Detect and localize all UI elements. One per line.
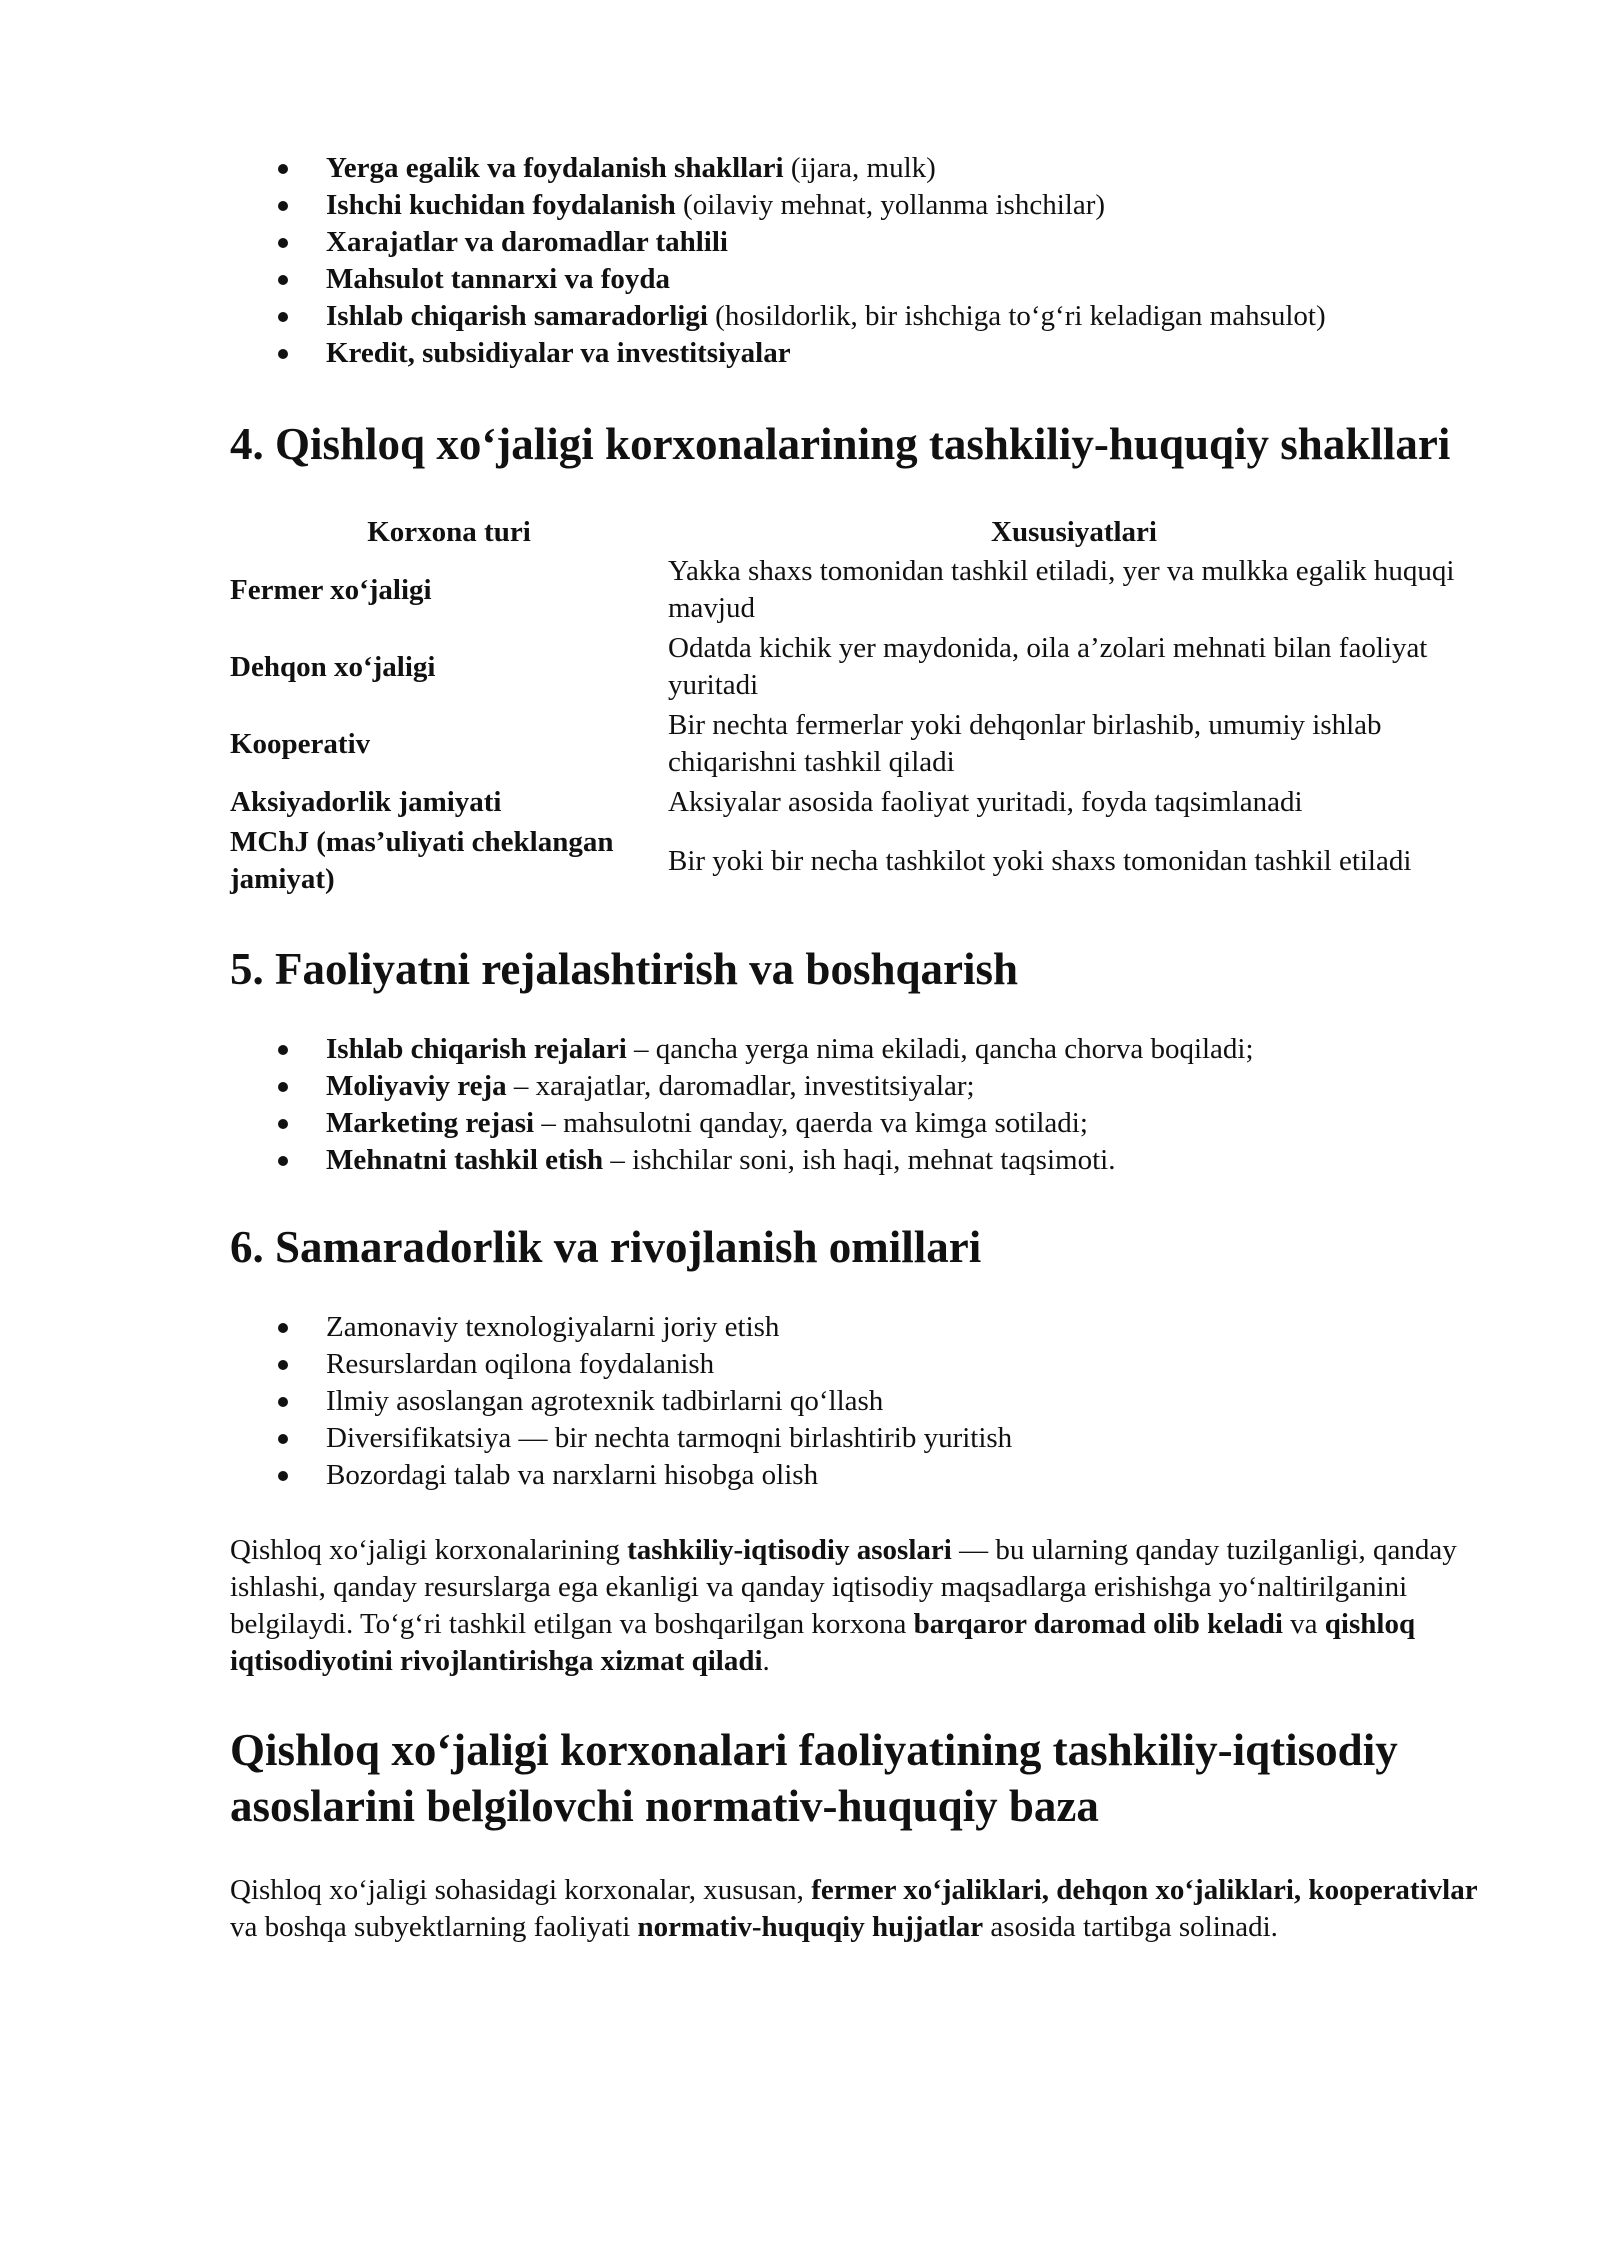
list-item bbox=[326, 1031, 1482, 1068]
list-item-text: – xarajatlar, daromadlar, investitsiyalar; bbox=[506, 1070, 975, 1102]
table-cell-features: Yakka shaxs tomonidan tashkil etiladi, yer va mulkka egalik huquqi mavjud bbox=[668, 555, 1455, 624]
list-item-text: (oilaviy mehnat, yollanma ishchilar) bbox=[675, 189, 1106, 221]
bullet-icon bbox=[278, 1397, 288, 1407]
table-cell-features: Aksiyalar asosida faoliyat yuritadi, foyda taqsimlanadi bbox=[668, 786, 1303, 818]
table-cell-features: Bir yoki bir necha tashkilot yoki shaxs tomonidan tashkil etiladi bbox=[668, 844, 1412, 877]
section-4-heading: 4. Qishloq xo‘jaligi korxonalarining tashkiliy-huquqiy shakllari bbox=[230, 419, 1451, 469]
enterprise-forms-table bbox=[230, 514, 1480, 901]
list-item-text: Bozordagi talab va narxlarni hisobga olish bbox=[326, 1459, 819, 1491]
paragraph-text: . bbox=[762, 1645, 770, 1677]
list-item-text: – qancha yerga nima ekiladi, qancha chorva boqiladi; bbox=[626, 1033, 1254, 1065]
bullet-icon bbox=[278, 275, 288, 285]
paragraph-text: Qishloq xo‘jaligi sohasidagi korxonalar, xususan, bbox=[230, 1874, 812, 1906]
paragraph-bold-text: barqaror daromad olib keladi bbox=[913, 1608, 1283, 1640]
paragraph-bold-text: tashkiliy-iqtisodiy asoslari bbox=[627, 1534, 952, 1566]
list-item bbox=[326, 1346, 1482, 1383]
list-item-text: Zamonaviy texnologiyalarni joriy etish bbox=[326, 1311, 780, 1343]
enterprise-aspects-list bbox=[230, 150, 1482, 372]
bullet-icon bbox=[278, 1471, 288, 1481]
bullet-icon bbox=[278, 1434, 288, 1444]
bullet-icon bbox=[278, 1082, 288, 1092]
paragraph-bold-text: fermer xo‘jaliklari, dehqon xo‘jaliklari, kooperativlar bbox=[811, 1874, 1478, 1906]
legal-basis-paragraph bbox=[230, 1872, 1482, 1946]
conclusion-paragraph bbox=[230, 1532, 1482, 1680]
list-item bbox=[326, 150, 1482, 187]
list-item-text: (hosildorlik, bir ishchiga to‘g‘ri keladigan mahsulot) bbox=[707, 300, 1326, 332]
list-item-term: Mahsulot tannarxi va foyda bbox=[326, 263, 671, 295]
bullet-icon bbox=[278, 1323, 288, 1333]
list-item-term: Kredit, subsidiyalar va investitsiyalar bbox=[326, 337, 791, 369]
list-item-term: Marketing rejasi bbox=[326, 1107, 535, 1139]
table-row bbox=[230, 784, 1480, 824]
paragraph-bold-text: qishloq iqtisodiyotini rivojlantirishga xizmat qiladi bbox=[230, 1608, 1416, 1677]
column-header-features: Xususiyatlari bbox=[991, 516, 1157, 548]
section-5-heading: 5. Faoliyatni rejalashtirish va boshqarish bbox=[230, 944, 1019, 994]
table-cell-type: MChJ (mas’uliyati cheklangan jamiyat) bbox=[230, 826, 614, 895]
list-item bbox=[326, 1142, 1482, 1179]
list-item bbox=[326, 1105, 1482, 1142]
list-item-term: Ishchi kuchidan foydalanish bbox=[326, 189, 676, 221]
paragraph-text: Qishloq xo‘jaligi korxonalarining bbox=[230, 1534, 628, 1566]
bullet-icon bbox=[278, 1119, 288, 1129]
table-cell-features: Bir nechta fermerlar yoki dehqonlar birlashib, umumiy ishlab chiqarishni tashkil qiladi bbox=[668, 709, 1382, 778]
list-item bbox=[326, 1309, 1482, 1346]
list-item bbox=[326, 1383, 1482, 1420]
bullet-icon bbox=[278, 312, 288, 322]
table-row bbox=[230, 824, 1480, 901]
list-item-term: Mehnatni tashkil etish bbox=[326, 1144, 604, 1176]
list-item-term: Moliyaviy reja bbox=[326, 1070, 507, 1102]
list-item-text: Diversifikatsiya — bir nechta tarmoqni birlashtirib yuritish bbox=[326, 1422, 1013, 1454]
list-item bbox=[326, 298, 1482, 335]
table-cell-type: Kooperativ bbox=[230, 727, 371, 760]
bullet-icon bbox=[278, 1360, 288, 1370]
list-item-term: Ishlab chiqarish rejalari bbox=[326, 1033, 627, 1065]
table-cell-type: Fermer xo‘jaligi bbox=[230, 573, 432, 606]
list-item-text: Ilmiy asoslangan agrotexnik tadbirlarni qo‘llash bbox=[326, 1385, 884, 1417]
paragraph-bold-text: normativ-huquqiy hujjatlar bbox=[637, 1911, 984, 1943]
table-row bbox=[230, 707, 1480, 784]
bullet-icon bbox=[278, 1156, 288, 1166]
list-item bbox=[326, 187, 1482, 224]
table-cell-features: Odatda kichik yer maydonida, oila a’zolari mehnati bilan faoliyat yuritadi bbox=[668, 632, 1428, 701]
paragraph-text: va bbox=[1282, 1608, 1325, 1640]
list-item-term: Xarajatlar va daromadlar tahlili bbox=[326, 226, 728, 258]
section-6-heading: 6. Samaradorlik va rivojlanish omillari bbox=[230, 1222, 982, 1272]
list-item-term: Yerga egalik va foydalanish shakllari bbox=[326, 152, 784, 184]
list-item bbox=[326, 1420, 1482, 1457]
list-item bbox=[326, 261, 1482, 298]
bullet-icon bbox=[278, 201, 288, 211]
list-item-term: Ishlab chiqarish samaradorligi bbox=[326, 300, 708, 332]
list-item-text: Resurslardan oqilona foydalanish bbox=[326, 1348, 715, 1380]
efficiency-factors-list bbox=[230, 1309, 1482, 1494]
paragraph-text: asosida tartibga solinadi. bbox=[983, 1911, 1278, 1943]
list-item-text: – mahsulotni qanday, qaerda va kimga sotiladi; bbox=[534, 1107, 1088, 1139]
planning-list bbox=[230, 1031, 1482, 1179]
column-header-type: Korxona turi bbox=[367, 516, 531, 548]
list-item bbox=[326, 1457, 1482, 1494]
list-item-text: – ishchilar soni, ish haqi, mehnat taqsimoti. bbox=[603, 1144, 1116, 1176]
list-item bbox=[326, 1068, 1482, 1105]
table-header-row bbox=[230, 514, 1480, 553]
bullet-icon bbox=[278, 349, 288, 359]
list-item bbox=[326, 224, 1482, 261]
paragraph-text: va boshqa subyektlarning faoliyati bbox=[230, 1911, 638, 1943]
table-cell-type: Dehqon xo‘jaligi bbox=[230, 650, 436, 683]
bullet-icon bbox=[278, 164, 288, 174]
table-cell-type: Aksiyadorlik jamiyati bbox=[230, 786, 502, 818]
bullet-icon bbox=[278, 1045, 288, 1055]
table-row bbox=[230, 553, 1480, 630]
list-item bbox=[326, 335, 1482, 372]
table-row bbox=[230, 630, 1480, 707]
section-7-heading: Qishloq xo‘jaligi korxonalari faoliyatining tashkiliy-iqtisodiy asoslarini belgilovchi normativ-huquqiy baza bbox=[230, 1725, 1398, 1831]
bullet-icon bbox=[278, 238, 288, 248]
list-item-text: (ijara, mulk) bbox=[783, 152, 936, 184]
paragraph-text: — bu ularning qanday tuzilganligi, qanday ishlashi, qanday resurslarga ega ekanligi va qanday iqtisodiy maqsadlarga erishishga yo‘naltirilganini belgilaydi. To‘g‘ri tashkil etilgan va boshqarilgan korxona bbox=[230, 1534, 1457, 1640]
